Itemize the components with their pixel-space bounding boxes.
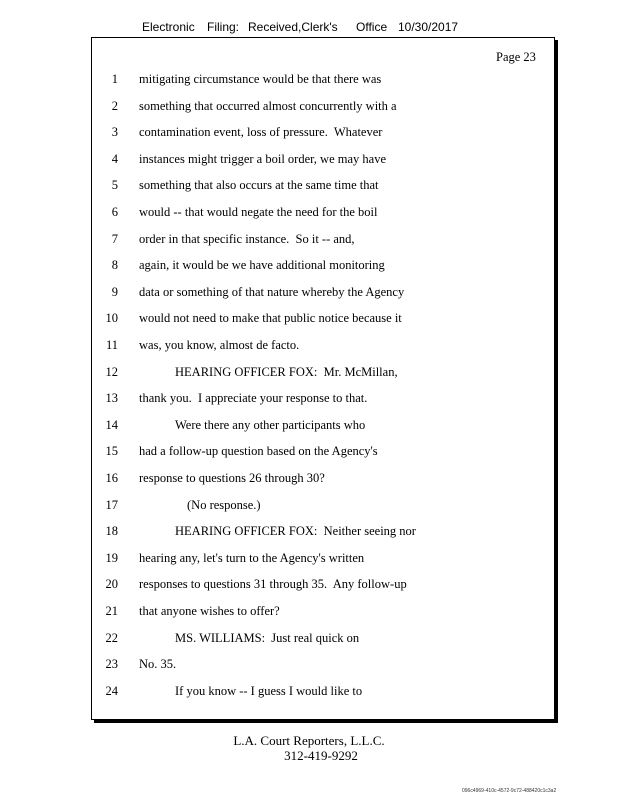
line-number: 10 [105, 311, 118, 326]
transcript-line [0, 391, 618, 409]
transcript-line [0, 551, 618, 569]
line-text: something that also occurs at the same time that [139, 178, 379, 193]
transcript-line [0, 577, 618, 595]
transcript-line [0, 99, 618, 117]
filing-header [0, 20, 618, 36]
transcript-line [0, 418, 618, 436]
line-number: 1 [111, 72, 118, 86]
transcript-line [0, 338, 618, 356]
line-number: 23 [105, 657, 118, 672]
line-number: 20 [105, 577, 118, 592]
line-number: 22 [105, 630, 118, 645]
line-number: 16 [105, 471, 118, 485]
line-text: had a follow-up question based on the Agency's [139, 444, 378, 459]
line-text: HEARING OFFICER FOX: Neither seeing nor [175, 524, 416, 539]
footer-company: L.A. Court Reporters, L.L.C. [233, 733, 385, 748]
transcript-line [0, 471, 618, 489]
transcript-line [0, 232, 618, 250]
line-number: 11 [105, 338, 118, 352]
line-text: (No response.) [187, 497, 261, 512]
transcript-line [0, 125, 618, 143]
line-number: 8 [111, 258, 118, 273]
line-text: again, it would be we have additional monitoring [139, 258, 385, 273]
line-number: 12 [105, 364, 118, 379]
line-text: order in that specific instance. So it -- and, [139, 231, 355, 246]
line-number: 15 [105, 444, 118, 459]
line-text: responses to questions 31 through 35. Any follow-up [139, 577, 407, 592]
transcript-line [0, 258, 618, 276]
line-text: mitigating circumstance would be that there was [139, 72, 382, 86]
line-text: If you know -- I guess I would like to [175, 683, 363, 698]
line-text: HEARING OFFICER FOX: Mr. McMillan, [175, 364, 398, 379]
footer-phone: 312-419-9292 [284, 748, 358, 763]
line-text: data or something of that nature whereby the Agency [139, 284, 405, 299]
transcript-line [0, 524, 618, 542]
line-number: 14 [105, 417, 118, 432]
line-text: thank you. I appreciate your response to that. [139, 391, 368, 406]
line-number: 2 [111, 98, 118, 113]
transcript-line [0, 152, 618, 170]
line-number: 6 [111, 205, 118, 219]
filing-date: 10/30/2017 [398, 20, 459, 34]
line-number: 19 [105, 550, 118, 565]
line-text: contamination event, loss of pressure. Whatever [139, 125, 383, 140]
transcript-line [0, 604, 618, 622]
line-number: 3 [111, 125, 118, 140]
line-text: No. 35. [139, 657, 177, 672]
filing-electronic: Electronic [142, 20, 195, 34]
document-id: 096c4969-410c-4572-9c72-488420c1c3a2 [462, 788, 557, 794]
transcript-line [0, 498, 618, 516]
line-number: 5 [111, 178, 118, 193]
line-number: 4 [111, 151, 118, 166]
line-number: 13 [105, 391, 118, 406]
transcript-line [0, 285, 618, 303]
line-text: hearing any, let's turn to the Agency's written [139, 550, 365, 565]
transcript-line [0, 205, 618, 223]
transcript-line [0, 72, 618, 90]
line-text: response to questions 26 through 30? [139, 471, 325, 485]
transcript-line [0, 684, 618, 702]
transcript-line [0, 631, 618, 649]
line-number: 7 [111, 231, 118, 246]
transcript-line [0, 657, 618, 675]
filing-received: Received,Clerk's [248, 20, 338, 34]
line-number: 9 [111, 284, 118, 299]
line-number: 21 [105, 604, 118, 618]
line-number: 18 [105, 524, 118, 539]
page-number: Page 23 [496, 50, 536, 64]
transcript-line [0, 311, 618, 329]
line-text: would -- that would negate the need for the boil [139, 205, 378, 219]
line-text: MS. WILLIAMS: Just real quick on [175, 630, 360, 645]
line-text: that anyone wishes to offer? [139, 604, 280, 618]
filing-label: Filing: [207, 20, 240, 34]
line-text: would not need to make that public notice because it [139, 311, 402, 326]
line-text: was, you know, almost de facto. [139, 338, 300, 352]
line-text: something that occurred almost concurrently with a [139, 98, 397, 113]
transcript-line [0, 444, 618, 462]
line-text: instances might trigger a boil order, we may have [139, 151, 386, 166]
line-text: Were there any other participants who [175, 417, 366, 432]
filing-office: Office [356, 20, 388, 34]
line-number: 17 [105, 497, 118, 512]
line-number: 24 [105, 683, 118, 698]
transcript-line [0, 365, 618, 383]
transcript-line [0, 178, 618, 196]
